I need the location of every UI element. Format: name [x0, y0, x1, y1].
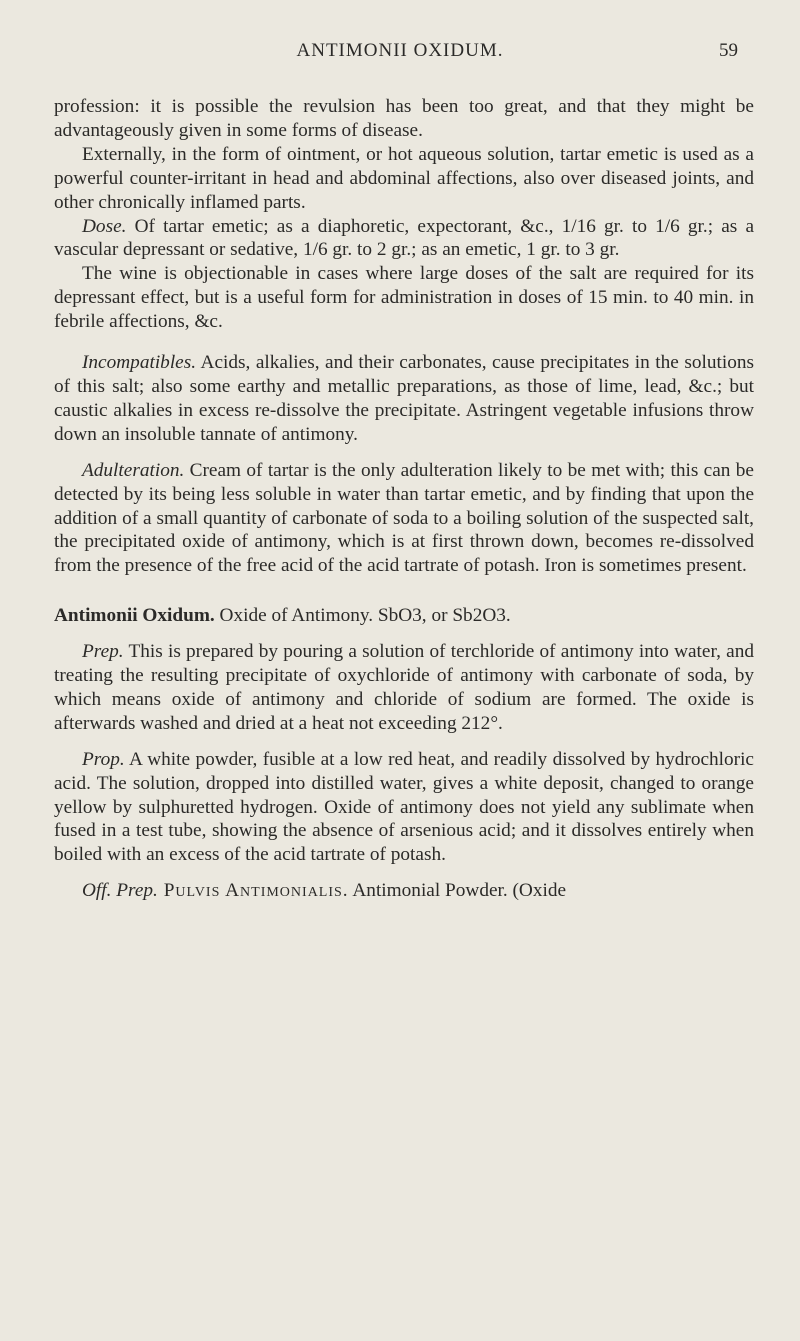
page-header	[0, 40, 800, 70]
incompatibles-label: Incompatibles.	[82, 352, 197, 374]
paragraph-wine: The wine is objectionable in cases where large doses of the salt are required for its depressant effect, but is a useful form for administration in doses of 15 min. to 40 min. in febrile affections, &c.	[54, 263, 754, 333]
running-title: ANTIMONII OXIDUM.	[296, 40, 504, 61]
paragraph-properties	[54, 748, 754, 868]
preparation-text: This is prepared by pouring a solution of terchloride of antimony into water, and treating the resulting precipitate of oxychloride of antimony with carbonate of soda, by which means oxide of antimony and chloride of sodium are formed. The oxide is afterwards washed and dried at a heat not exceeding 212°.	[54, 641, 754, 734]
paragraph-external-use: Externally, in the form of ointment, or hot aqueous solution, tartar emetic is used as a powerful counter-irritant in head and abdominal affections, also over diseased joints, and other chronically inflamed parts.	[54, 143, 754, 213]
section-heading	[54, 604, 754, 628]
properties-text: A white powder, fusible at a low red heat, and readily dissolved by hydrochloric acid. The solution, dropped into distilled water, gives a white deposit, changed to orange yellow by sulphuretted hydrogen. Oxide of antimony does not yield any sublimate when fused in a test tube, showing the absence of arsenious acid; and it dissolves entirely when boiled with an excess of the acid tartrate of potash.	[54, 748, 754, 866]
paragraph-incompatibles	[54, 351, 754, 447]
official-prep-label: Off. Prep.	[82, 880, 158, 902]
official-prep-text: Antimonial Powder. (Oxide	[348, 880, 567, 902]
incompatibles-text: Acids, alkalies, and their carbonates, cause precipitates in the solutions of this salt; also some earthy and metallic preparations, as those of lime, lead, &c.; but caustic alkalies in excess re-dissolve the precipitate. Astringent vegetable infusions throw down an insoluble tannate of antimony.	[54, 352, 754, 445]
section-heading-title: Antimonii Oxidum.	[54, 605, 215, 627]
adulteration-label: Adulteration.	[82, 459, 185, 481]
dose-label: Dose.	[82, 215, 127, 237]
paragraph-adulteration	[54, 459, 754, 579]
paragraph-dose	[54, 215, 754, 263]
page-body	[54, 95, 754, 903]
adulteration-text: Cream of tartar is the only adulteration likely to be met with; this can be detected by its being less soluble in water than tartar emetic, and by finding that upon the addition of a small quantity of carbonate of soda to a boiling solution of the suspected salt, the precipitated oxide of antimony, which is at first thrown down, becomes re-dissolved from the presence of the free acid of the acid tartrate of potash. Iron is sometimes present.	[54, 459, 754, 577]
section-heading-subtitle: Oxide of Antimony. SbO3, or Sb2O3.	[214, 605, 511, 627]
preparation-label: Prep.	[82, 641, 124, 663]
official-prep-name: Pulvis Antimonialis.	[157, 880, 349, 902]
paragraph-official-preparation	[54, 879, 754, 903]
page-number: 59	[719, 40, 738, 61]
paragraph-continuation: profession: it is possible the revulsion has been too great, and that they might be advantageously given in some forms of disease.	[54, 96, 754, 141]
paragraph-preparation	[54, 640, 754, 736]
properties-label: Prop.	[82, 748, 125, 770]
dose-text: Of tartar emetic; as a diaphoretic, expectorant, &c., 1/16 gr. to 1/6 gr.; as a vascular depressant or sedative, 1/6 gr. to 2 gr.; as an emetic, 1 gr. to 3 gr.	[54, 215, 754, 261]
